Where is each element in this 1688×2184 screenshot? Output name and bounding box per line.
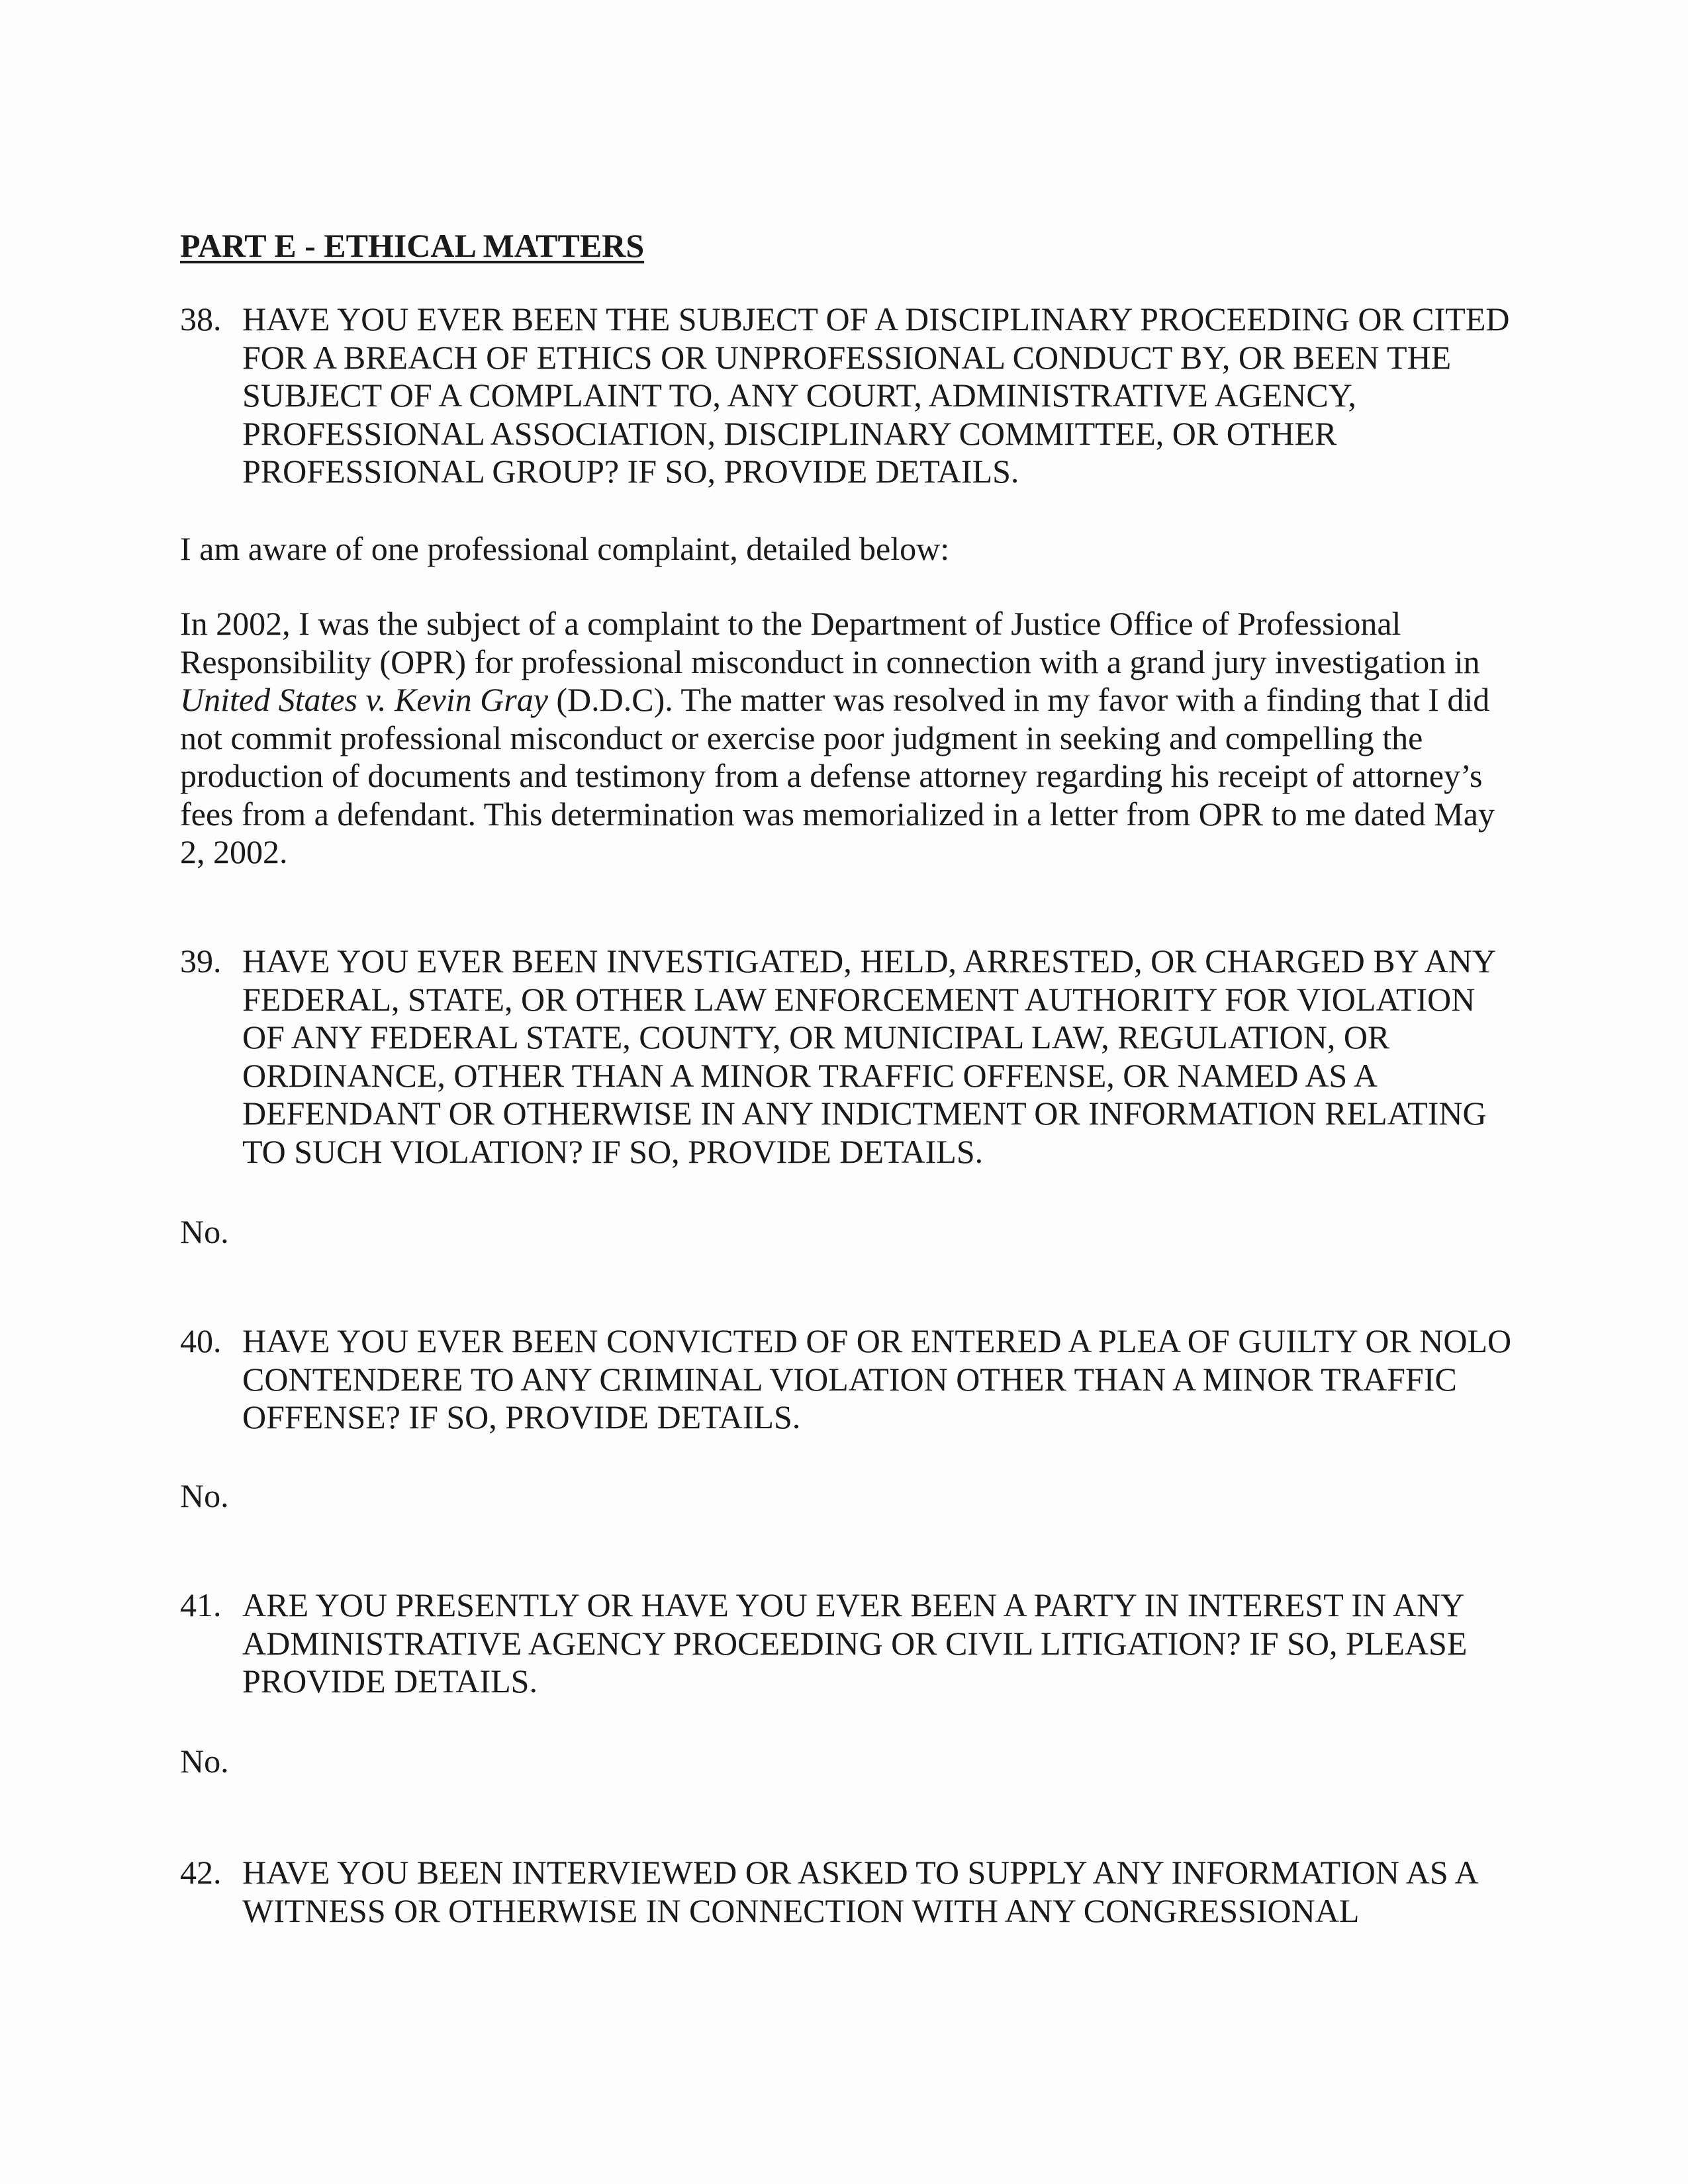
question-line: ADMINISTRATIVE AGENCY PROCEEDING OR CIVIL LITIGATION? IF SO, PLEASE bbox=[242, 1624, 1468, 1662]
case-name: United States v. Kevin Gray bbox=[180, 681, 548, 718]
question-line: PROVIDE DETAILS. bbox=[242, 1662, 538, 1700]
answer-line: In 2002, I was the subject of a complaint to the Department of Justice Office of Professional bbox=[180, 605, 1401, 642]
question-line: HAVE YOU EVER BEEN INVESTIGATED, HELD, ARRESTED, OR CHARGED BY ANY bbox=[242, 942, 1496, 979]
question-line: DEFENDANT OR OTHERWISE IN ANY INDICTMENT OR INFORMATION RELATING bbox=[242, 1095, 1487, 1132]
answer-line-rest: (D.D.C). The matter was resolved in my favor with a finding that I did bbox=[547, 681, 1490, 718]
answer-line: fees from a defendant. This determination was memorialized in a letter from OPR to me dated May bbox=[180, 795, 1495, 833]
question-38 bbox=[180, 300, 1509, 491]
answer-line: not commit professional misconduct or exercise poor judgment in seeking and compelling the bbox=[180, 719, 1423, 756]
question-40 bbox=[180, 1322, 1511, 1437]
answer-38-intro: I am aware of one professional complaint, detailed below: bbox=[180, 530, 950, 567]
question-line: FOR A BREACH OF ETHICS OR UNPROFESSIONAL CONDUCT BY, OR BEEN THE bbox=[242, 338, 1452, 376]
answer-40: No. bbox=[180, 1477, 229, 1514]
answer-line bbox=[180, 681, 1495, 719]
answer-line: Responsibility (OPR) for professional misconduct in connection with a grand jury investigation in bbox=[180, 643, 1480, 680]
question-line: PROFESSIONAL GROUP? IF SO, PROVIDE DETAILS. bbox=[242, 453, 1019, 490]
question-line: HAVE YOU EVER BEEN CONVICTED OF OR ENTERED A PLEA OF GUILTY OR NOLO bbox=[242, 1322, 1512, 1359]
answer-38-body bbox=[180, 605, 1495, 872]
question-41 bbox=[180, 1586, 1467, 1701]
question-line: HAVE YOU EVER BEEN THE SUBJECT OF A DISCIPLINARY PROCEEDING OR CITED bbox=[242, 300, 1510, 338]
question-number: 40. bbox=[180, 1322, 222, 1359]
question-line: ARE YOU PRESENTLY OR HAVE YOU EVER BEEN A PARTY IN INTEREST IN ANY bbox=[242, 1586, 1465, 1623]
question-line: FEDERAL, STATE, OR OTHER LAW ENFORCEMENT AUTHORITY FOR VIOLATION bbox=[242, 980, 1476, 1018]
question-number: 42. bbox=[180, 1854, 222, 1891]
question-line: OFFENSE? IF SO, PROVIDE DETAILS. bbox=[242, 1398, 801, 1435]
answer-line: 2, 2002. bbox=[180, 833, 288, 870]
question-line: HAVE YOU BEEN INTERVIEWED OR ASKED TO SUPPLY ANY INFORMATION AS A bbox=[242, 1854, 1479, 1891]
question-line: SUBJECT OF A COMPLAINT TO, ANY COURT, ADMINISTRATIVE AGENCY, bbox=[242, 377, 1356, 414]
question-line: WITNESS OR OTHERWISE IN CONNECTION WITH ANY CONGRESSIONAL bbox=[242, 1891, 1360, 1929]
answer-line: production of documents and testimony from a defense attorney regarding his receipt of attorney’s bbox=[180, 757, 1483, 794]
section-heading: PART E - ETHICAL MATTERS bbox=[180, 227, 645, 264]
question-number: 38. bbox=[180, 300, 222, 338]
answer-41: No. bbox=[180, 1743, 229, 1780]
question-42 bbox=[180, 1854, 1478, 1930]
question-number: 39. bbox=[180, 942, 222, 979]
question-line: ORDINANCE, OTHER THAN A MINOR TRAFFIC OFFENSE, OR NAMED AS A bbox=[242, 1056, 1378, 1094]
answer-39: No. bbox=[180, 1213, 229, 1250]
question-line: CONTENDERE TO ANY CRIMINAL VIOLATION OTHER THAN A MINOR TRAFFIC bbox=[242, 1360, 1457, 1398]
question-line: OF ANY FEDERAL STATE, COUNTY, OR MUNICIPAL LAW, REGULATION, OR bbox=[242, 1019, 1390, 1056]
question-39 bbox=[180, 942, 1496, 1171]
question-line: PROFESSIONAL ASSOCIATION, DISCIPLINARY COMMITTEE, OR OTHER bbox=[242, 414, 1337, 452]
question-line: TO SUCH VIOLATION? IF SO, PROVIDE DETAILS. bbox=[242, 1132, 984, 1170]
question-number: 41. bbox=[180, 1586, 222, 1623]
